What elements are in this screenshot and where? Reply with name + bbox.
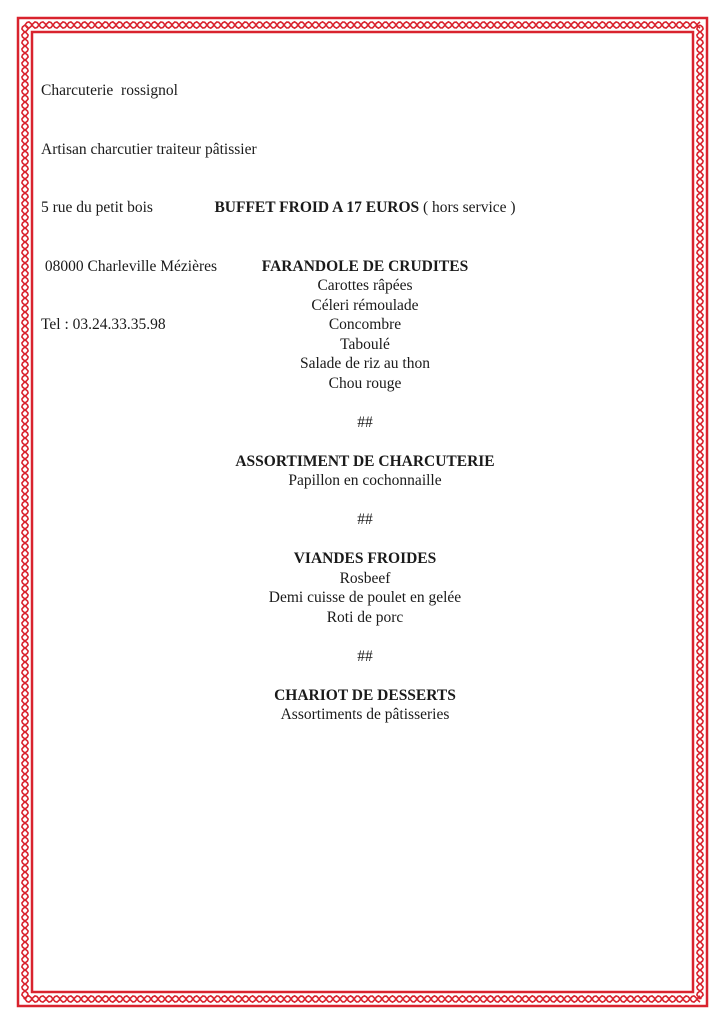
- menu-item: Chou rouge: [328, 374, 402, 392]
- menu: [40, 198, 690, 725]
- menu-section-desserts: [40, 686, 690, 725]
- menu-item: Papillon en cochonnaille: [288, 472, 442, 489]
- section-heading: VIANDES FROIDES: [293, 550, 437, 567]
- menu-item: Salade de riz au thon: [300, 355, 430, 372]
- menu-item: Taboulé: [340, 335, 390, 353]
- section-separator: ##: [357, 413, 373, 431]
- section-heading: CHARIOT DE DESSERTS: [274, 686, 456, 704]
- menu-title-bold: BUFFET FROID A 17 EUROS: [214, 199, 420, 216]
- menu-item: Concombre: [328, 316, 402, 333]
- menu-item: Carottes râpées: [317, 277, 413, 294]
- section-heading: FARANDOLE DE CRUDITES: [261, 257, 469, 275]
- shop-name: Charcuterie rossignol: [41, 82, 178, 99]
- menu-item: Rosbeef: [339, 569, 391, 587]
- menu-section-viandes: [40, 549, 690, 627]
- menu-item: Assortiments de pâtisseries: [280, 706, 450, 723]
- section-heading: ASSORTIMENT DE CHARCUTERIE: [235, 452, 495, 470]
- section-separator: ##: [357, 511, 373, 528]
- menu-item: Roti de porc: [326, 608, 404, 626]
- shop-tagline: Artisan charcutier traiteur pâtissier: [41, 140, 257, 158]
- menu-title: [40, 198, 690, 218]
- section-separator: ##: [357, 647, 373, 665]
- menu-section-charcuterie: [40, 452, 690, 491]
- shop-street: 5 rue du petit bois: [41, 199, 153, 216]
- menu-item: Céleri rémoulade: [311, 296, 419, 314]
- menu-section-crudites: [40, 257, 690, 394]
- menu-title-note: ( hors service ): [419, 199, 516, 216]
- menu-item: Demi cuisse de poulet en gelée: [268, 589, 462, 606]
- shop-city: 08000 Charleville Mézières: [41, 257, 218, 275]
- shop-phone: Tel : 03.24.33.35.98: [41, 316, 166, 333]
